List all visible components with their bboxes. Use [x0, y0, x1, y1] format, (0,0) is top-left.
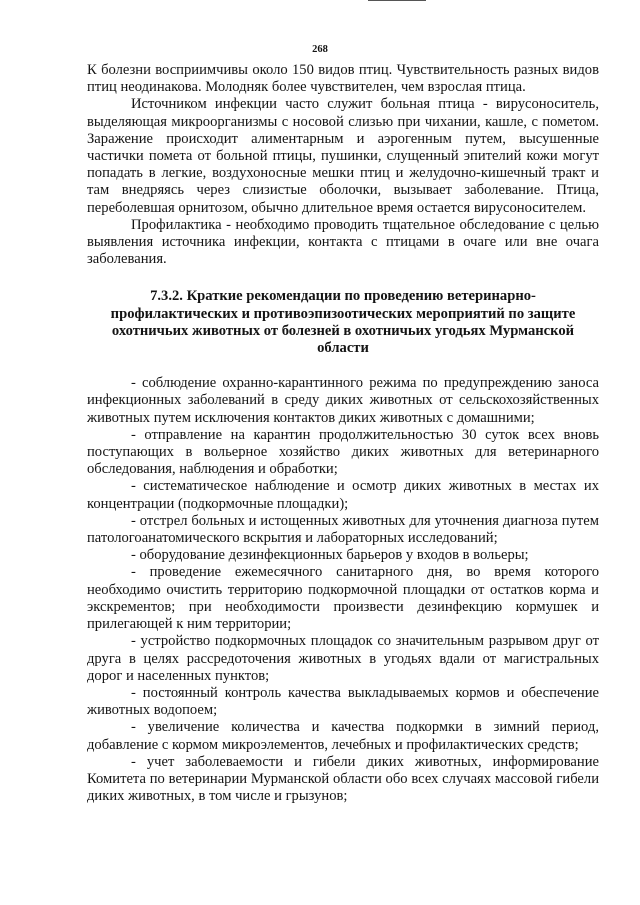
- paragraph-infection-source: Источником инфекции часто служит больная птица - вирусоноситель, выделяющая микроорганизмы с носовой слизью при чихании, кашле, с пометом. Заражение происходит алиментарным и аэрогенным путем, высушенные частички помета от больной птицы, пушинки, слущенный эпителий кожи могут попадать в легкие, воздухоносные мешки птиц и желудочно-кишечный тракт и там внедряясь через слизистые оболочки, вызывает заболевание. Птица, переболевшая орнитозом, обычно длительное время остается вирусоносителем.: [87, 96, 599, 216]
- paragraph-prevention: Профилактика - необходимо проводить тщательное обследование с целью выявления источника инфекции, контакта с птицами в очаге или вне очага заболевания.: [87, 216, 599, 268]
- recommendation-item: - проведение ежемесячного санитарного дня, во время которого необходимо очистить территорию подкормочной площадки от остатков корма и экскрементов; при необходимости произвести дезинфекцию кормушек и прилегающей к ним территории;: [87, 564, 599, 633]
- recommendations-list: [87, 375, 599, 805]
- section-heading: 7.3.2. Краткие рекомендации по проведению ветеринарно-профилактических и противоэпизоотических мероприятий по защите охотничьих животных от болезней в охотничьих угодьях Мурманской области: [110, 288, 576, 357]
- scan-artifact-line: [368, 0, 426, 1]
- paragraph-susceptibility: К болезни восприимчивы около 150 видов птиц. Чувствительность разных видов птиц неодинакова. Молодняк более чувствителен, чем взрослая птица.: [87, 62, 599, 96]
- recommendation-item: - отстрел больных и истощенных животных для уточнения диагноза путем патологоанатомического вскрытия и лабораторных исследований;: [87, 512, 599, 547]
- recommendation-item: - увеличение количества и качества подкормки в зимний период, добавление с кормом микроэлементов, лечебных и профилактических средств;: [87, 719, 599, 753]
- recommendation-item: - устройство подкормочных площадок со значительным разрывом друг от друга в целях рассредоточения животных в угодьях вдали от магистральных дорог и населенных пунктов;: [87, 633, 599, 684]
- recommendation-item: - постоянный контроль качества выкладываемых кормов и обеспечение животных водопоем;: [87, 684, 599, 719]
- recommendation-item: - учет заболеваемости и гибели диких животных, информирование Комитета по ветеринарии Мурманской области обо всех случаях массовой гибели диких животных, в том числе и грызунов;: [87, 753, 599, 805]
- document-body: [87, 62, 599, 805]
- page-number: 268: [312, 44, 328, 55]
- recommendation-item: - отправление на карантин продолжительностью 30 суток всех вновь поступающих в вольерное хозяйство диких животных для ветеринарного обследования, наблюдения и обработки;: [87, 426, 599, 478]
- recommendation-item: - соблюдение охранно-карантинного режима по предупреждению заноса инфекционных заболеваний в среду диких животных от сельскохозяйственных животных путем исключения контактов диких животных с домашними;: [87, 375, 599, 426]
- recommendation-item: - оборудование дезинфекционных барьеров у входов в вольеры;: [131, 547, 529, 564]
- recommendation-item: - систематическое наблюдение и осмотр диких животных в местах их концентрации (подкормочные площадки);: [87, 478, 599, 512]
